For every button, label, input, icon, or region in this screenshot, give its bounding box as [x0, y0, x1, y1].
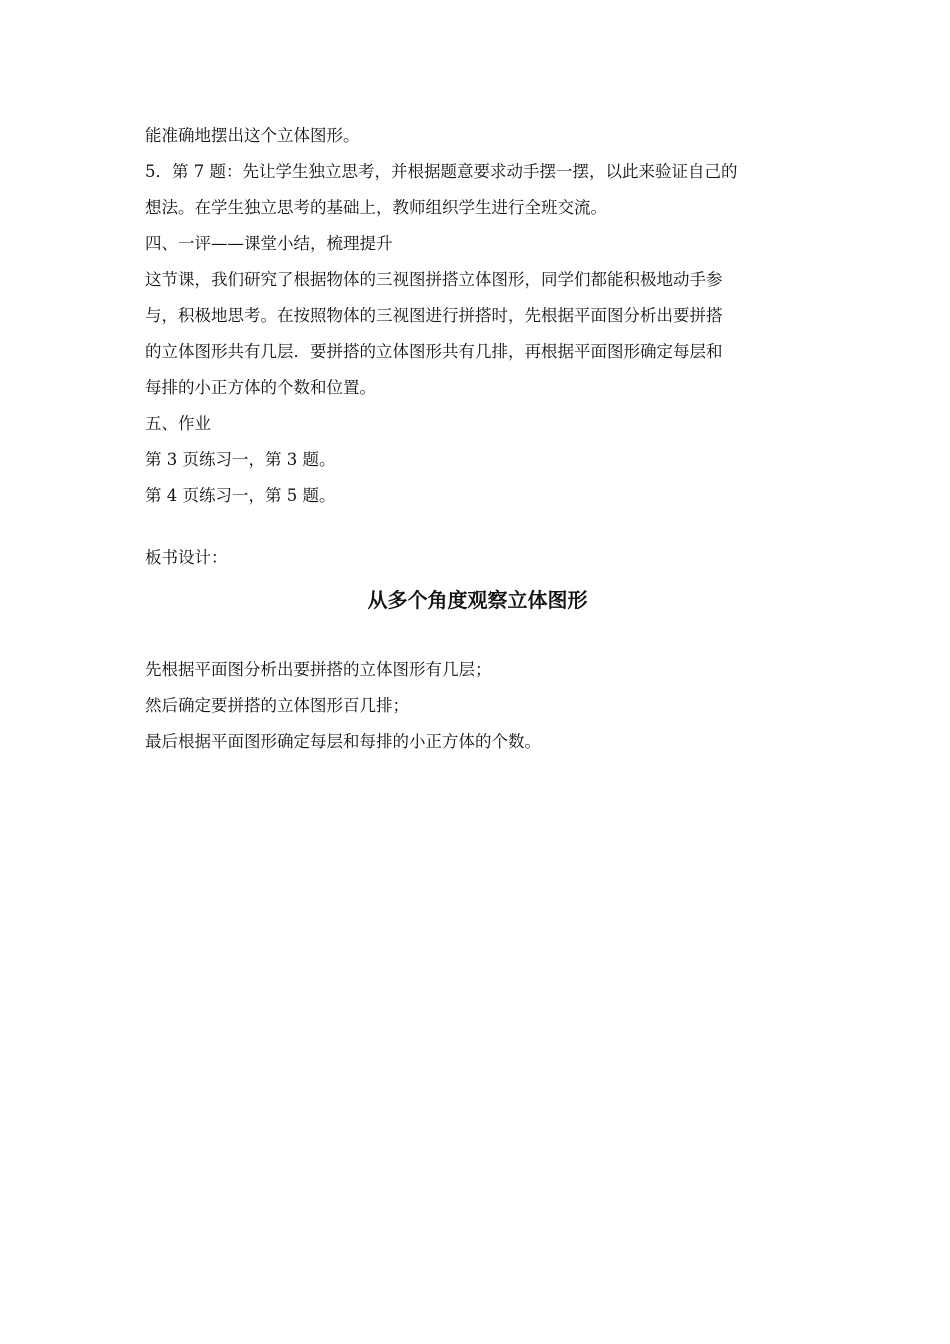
section-heading: 四、一评——课堂小结，梳理提升: [145, 234, 393, 253]
homework-item: 第 4 页练习一，第 5 题。: [145, 486, 336, 505]
spacer: [145, 514, 810, 540]
board-title: 从多个角度观察立体图形: [367, 588, 588, 612]
text-line: 5．第 7 题：先让学生独立思考，并根据题意要求动手摆一摆，以此来验证自己的: [145, 162, 738, 181]
board-label: 板书设计：: [145, 548, 228, 567]
homework-item: 第 3 页练习一，第 3 题。: [145, 450, 336, 469]
text-line: 想法。在学生独立思考的基础上，教师组织学生进行全班交流。: [145, 198, 607, 217]
board-line: 最后根据平面图形确定每层和每排的小正方体的个数。: [145, 732, 541, 751]
section-heading: 五、作业: [145, 414, 211, 433]
text-line: 的立体图形共有几层．要拼搭的立体图形共有几排，再根据平面图形确定每层和: [145, 342, 723, 361]
text-line: 这节课，我们研究了根据物体的三视图拼搭立体图形，同学们都能积极地动手参: [145, 270, 723, 289]
document-page: [145, 118, 810, 760]
text-line: 能准确地摆出这个立体图形。: [145, 126, 360, 145]
text-line: 每排的小正方体的个数和位置。: [145, 378, 376, 397]
board-line: 然后确定要拼搭的立体图形百几排；: [145, 696, 409, 715]
text-line: 与，积极地思考。在按照物体的三视图进行拼搭时，先根据平面图分析出要拼搭: [145, 306, 723, 325]
spacer: [145, 620, 810, 652]
board-line: 先根据平面图分析出要拼搭的立体图形有几层；: [145, 660, 492, 679]
